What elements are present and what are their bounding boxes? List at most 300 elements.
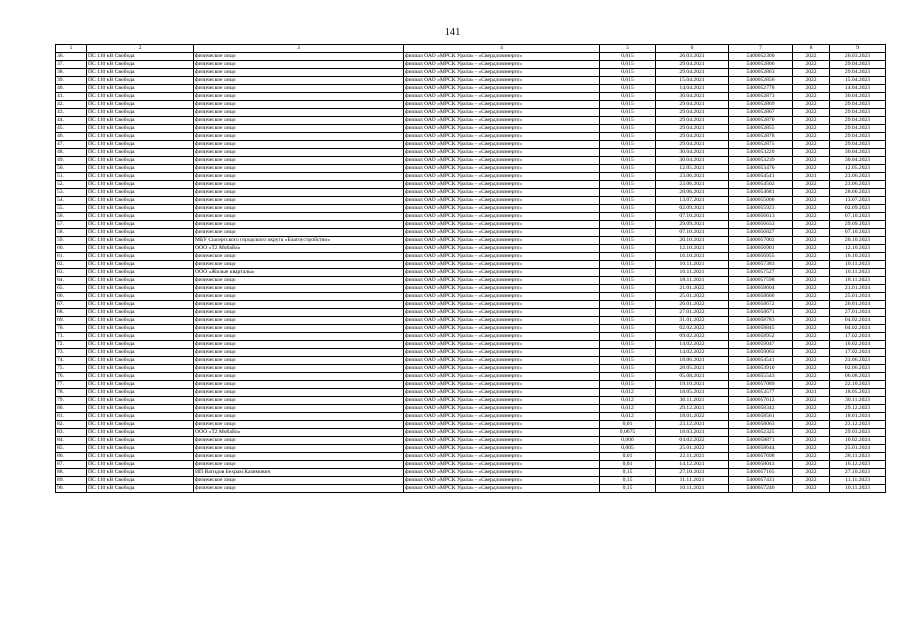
table-row (56, 189, 886, 197)
table-cell: 31.01.2022 (656, 317, 729, 325)
table-cell: физическое лицо (194, 213, 404, 221)
table-cell: 0,015 (600, 381, 656, 389)
table-cell: ПС 110 кВ Свобода (87, 477, 194, 485)
column-header: 9 (830, 45, 886, 53)
table-cell: 5400056955 (729, 253, 793, 261)
table-cell: ПС 110 кВ Свобода (87, 165, 194, 173)
table-cell: 16.11.2023 (830, 269, 886, 277)
table-row (56, 197, 886, 205)
table-cell: 2022 (793, 269, 830, 277)
table-cell: 5400055006 (729, 197, 793, 205)
table-cell: 07.10.2021 (656, 213, 729, 221)
table-cell: 27.01.2022 (656, 309, 729, 317)
table-cell: 18.05.2023 (830, 389, 886, 397)
table-row (56, 53, 886, 61)
table-cell: физическое лицо (194, 101, 404, 109)
table-cell: ПС 110 кВ Свобода (87, 173, 194, 181)
table-row (56, 133, 886, 141)
table-cell: 79. (56, 397, 87, 405)
table-cell: 2021 (793, 173, 830, 181)
table-cell: 0,015 (600, 85, 656, 93)
table-cell: физическое лицо (194, 309, 404, 317)
table-cell: 5400058043 (729, 461, 793, 469)
table-row (56, 301, 886, 309)
table-cell: 61. (56, 253, 87, 261)
table-cell: ПС 110 кВ Свобода (87, 133, 194, 141)
table-cell: 87. (56, 461, 87, 469)
table-cell: 64. (56, 277, 87, 285)
table-cell: 2022 (793, 373, 830, 381)
table-cell: 13.07.2023 (830, 197, 886, 205)
table-cell: 2022 (793, 141, 830, 149)
table-cell: физическое лицо (194, 261, 404, 269)
table-cell: 02.09.2021 (656, 205, 729, 213)
table-cell: 83. (56, 429, 87, 437)
table-cell: физическое лицо (194, 453, 404, 461)
table-cell: 07.10.2021 (656, 229, 729, 237)
table-cell: 16.11.2021 (656, 269, 729, 277)
table-row (56, 477, 886, 485)
table-cell: филиал ОАО «МРСК Урала» - «Свердловэнерго» (404, 293, 600, 301)
table-cell: 2022 (793, 133, 830, 141)
table-cell: физическое лицо (194, 421, 404, 429)
table-cell: физическое лицо (194, 293, 404, 301)
table-cell: 26.03.2023 (830, 53, 886, 61)
table-cell: ПС 110 кВ Свобода (87, 53, 194, 61)
table-cell: ПС 110 кВ Свобода (87, 309, 194, 317)
table-cell: физическое лицо (194, 437, 404, 445)
table-cell: 29.04.2021 (656, 61, 729, 69)
table-cell: 2022 (793, 85, 830, 93)
table-cell: 69. (56, 317, 87, 325)
table-cell: 14.02.2022 (656, 341, 729, 349)
table-cell: филиал ОАО «МРСК Урала» - «Свердловэнерго» (404, 149, 600, 157)
table-cell: 0,015 (600, 309, 656, 317)
table-cell: ПС 110 кВ Свобода (87, 365, 194, 373)
table-row (56, 157, 886, 165)
table-cell: филиал ОАО «МРСК Урала» - «Свердловэнерго» (404, 469, 600, 477)
table-cell: ПС 110 кВ Свобода (87, 421, 194, 429)
table-cell: 0,015 (600, 181, 656, 189)
table-cell: 5400057612 (729, 397, 793, 405)
table-cell: ПС 110 кВ Свобода (87, 141, 194, 149)
table-cell: 2022 (793, 213, 830, 221)
table-cell: 0,015 (600, 293, 656, 301)
table-cell: 2022 (793, 109, 830, 117)
table-cell: 0,015 (600, 205, 656, 213)
table-cell: филиал ОАО «МРСК Урала» - «Свердловэнерго» (404, 429, 600, 437)
table-cell: ПС 110 кВ Свобода (87, 485, 194, 493)
table-cell: 23.12.2023 (830, 421, 886, 429)
table-cell: 42. (56, 101, 87, 109)
table-cell: 5400053476 (729, 165, 793, 173)
table-row (56, 485, 886, 493)
table-cell: 26.01.2024 (830, 301, 886, 309)
table-cell: ПС 110 кВ Свобода (87, 405, 194, 413)
table-cell: филиал ОАО «МРСК Урала» - «Свердловэнерго» (404, 197, 600, 205)
table-cell: 23.06.2023 (830, 357, 886, 365)
table-cell: 5400057383 (729, 261, 793, 269)
table-row (56, 357, 886, 365)
table-cell: 2022 (793, 325, 830, 333)
table-cell: физическое лицо (194, 397, 404, 405)
table-cell: 45. (56, 125, 87, 133)
table-cell: ПС 110 кВ Свобода (87, 117, 194, 125)
table-cell: филиал ОАО «МРСК Урала» - «Свердловэнерго» (404, 437, 600, 445)
table-cell: 29.04.2023 (830, 133, 886, 141)
table-cell: 26.03.2021 (656, 53, 729, 61)
table-cell: 71. (56, 333, 87, 341)
table-cell: 0,015 (600, 277, 656, 285)
table-cell: ООО «Т2 Мобайл» (194, 245, 404, 253)
table-cell: 40. (56, 85, 87, 93)
table-row (56, 101, 886, 109)
table-cell: ПС 110 кВ Свобода (87, 125, 194, 133)
table-cell: 04.02.2022 (656, 437, 729, 445)
table-cell: 2022 (793, 437, 830, 445)
table-cell: филиал ОАО «МРСК Урала» - «Свердловэнерго» (404, 181, 600, 189)
table-cell: филиал ОАО «МРСК Урала» - «Свердловэнерго» (404, 301, 600, 309)
table-cell: 27.10.2021 (656, 469, 729, 477)
table-cell: физическое лицо (194, 253, 404, 261)
table-cell: 0,15 (600, 469, 656, 477)
table-cell: филиал ОАО «МРСК Урала» - «Свердловэнерго» (404, 101, 600, 109)
table-cell: ПС 110 кВ Свобода (87, 333, 194, 341)
table-cell: физическое лицо (194, 405, 404, 413)
table-cell: филиал ОАО «МРСК Урала» - «Свердловэнерго» (404, 229, 600, 237)
table-cell: 78. (56, 389, 87, 397)
table-cell: 2022 (793, 381, 830, 389)
table-cell: 16.12.2023 (830, 461, 886, 469)
table-cell: 0,015 (600, 189, 656, 197)
table-cell: физическое лицо (194, 413, 404, 421)
table-cell: 18.11.2023 (830, 277, 886, 285)
table-cell: физическое лицо (194, 109, 404, 117)
table-cell: 82. (56, 421, 87, 429)
table-cell: 2022 (793, 205, 830, 213)
page-number: 141 (444, 27, 461, 38)
table-cell: ПС 110 кВ Свобода (87, 181, 194, 189)
table-cell: 10.02.2024 (830, 437, 886, 445)
table-cell: физическое лицо (194, 61, 404, 69)
table-cell: 0,01 (600, 461, 656, 469)
table-cell: 2022 (793, 197, 830, 205)
table-row (56, 453, 886, 461)
table-row (56, 205, 886, 213)
table-cell: 29.04.2021 (656, 101, 729, 109)
table-cell: 21.01.2024 (830, 285, 886, 293)
table-cell: 18.06.2021 (656, 357, 729, 365)
table-cell: 20.10.2021 (656, 237, 729, 245)
table-cell: 2022 (793, 317, 830, 325)
table-cell: 30.04.2023 (830, 93, 886, 101)
table-cell: 0,015 (600, 101, 656, 109)
table-cell: 0,015 (600, 61, 656, 69)
table-cell: 2022 (793, 229, 830, 237)
table-cell: филиал ОАО «МРСК Урала» - «Свердловэнерго» (404, 189, 600, 197)
table-cell: 21.01.2022 (656, 285, 729, 293)
table-cell: филиал ОАО «МРСК Урала» - «Свердловэнерго» (404, 373, 600, 381)
table-cell: 5400056633 (729, 221, 793, 229)
table-cell: 27.01.2024 (830, 309, 886, 317)
table-row (56, 85, 886, 93)
table-cell: 5400058644 (729, 445, 793, 453)
table-cell: 5400058561 (729, 413, 793, 421)
table-row (56, 277, 886, 285)
table-cell: 2022 (793, 293, 830, 301)
table-row (56, 221, 886, 229)
table-cell: 07.10.2023 (830, 229, 886, 237)
table-cell: 2022 (793, 93, 830, 101)
table-cell: 5400057165 (729, 469, 793, 477)
table-cell: 25.01.2022 (656, 445, 729, 453)
table-cell: физическое лицо (194, 69, 404, 77)
table-cell: 57. (56, 221, 87, 229)
table-row (56, 373, 886, 381)
table-cell: 0,015 (600, 221, 656, 229)
table-cell: 2022 (793, 469, 830, 477)
table-row (56, 397, 886, 405)
table-row (56, 141, 886, 149)
table-cell: ПС 110 кВ Свобода (87, 85, 194, 93)
table-cell: 5400057527 (729, 269, 793, 277)
table-cell: 02.02.2022 (656, 325, 729, 333)
table-cell: физическое лицо (194, 365, 404, 373)
table-cell: 5400052360 (729, 53, 793, 61)
table-row (56, 77, 886, 85)
table-row (56, 325, 886, 333)
table-cell: 41. (56, 93, 87, 101)
table-cell: филиал ОАО «МРСК Урала» - «Свердловэнерго» (404, 269, 600, 277)
table-cell: 07.10.2023 (830, 213, 886, 221)
table-cell: 56. (56, 213, 87, 221)
table-cell: физическое лицо (194, 53, 404, 61)
table-cell: 53. (56, 189, 87, 197)
table-cell: 2022 (793, 365, 830, 373)
table-row (56, 437, 886, 445)
table-cell: 0,015 (600, 109, 656, 117)
table-cell: ПС 110 кВ Свобода (87, 341, 194, 349)
table-cell: филиал ОАО «МРСК Урала» - «Свердловэнерго» (404, 341, 600, 349)
table-cell: ПС 110 кВ Свобода (87, 445, 194, 453)
table-cell: 12.05.2023 (830, 165, 886, 173)
table-cell: 5400058672 (729, 301, 793, 309)
table-cell: филиал ОАО «МРСК Урала» - «Свердловэнерго» (404, 205, 600, 213)
table-cell: ПС 110 кВ Свобода (87, 373, 194, 381)
table-cell: филиал ОАО «МРСК Урала» - «Свердловэнерго» (404, 349, 600, 357)
table-cell: филиал ОАО «МРСК Урала» - «Свердловэнерго» (404, 141, 600, 149)
table-row (56, 213, 886, 221)
table-cell: ПС 110 кВ Свобода (87, 469, 194, 477)
table-cell: 2022 (793, 61, 830, 69)
table-row (56, 461, 886, 469)
table-cell: физическое лицо (194, 373, 404, 381)
table-cell: 0,015 (600, 253, 656, 261)
table-cell: 0,015 (600, 269, 656, 277)
table-cell: физическое лицо (194, 357, 404, 365)
table-cell: 5400053577 (729, 389, 793, 397)
table-cell: филиал ОАО «МРСК Урала» - «Свердловэнерго» (404, 445, 600, 453)
table-cell: 76. (56, 373, 87, 381)
table-cell: 5400053220 (729, 149, 793, 157)
table-cell: 30.04.2023 (830, 157, 886, 165)
table-cell: 39. (56, 77, 87, 85)
table-cell: филиал ОАО «МРСК Урала» - «Свердловэнерго» (404, 117, 600, 125)
table-cell: ПС 110 кВ Свобода (87, 205, 194, 213)
table-cell: 0,015 (600, 93, 656, 101)
table-cell: 30.04.2021 (656, 93, 729, 101)
table-cell: 0,012 (600, 397, 656, 405)
table-cell: физическое лицо (194, 117, 404, 125)
table-cell: ПС 110 кВ Свобода (87, 61, 194, 69)
table-cell: 2022 (793, 461, 830, 469)
table-cell: филиал ОАО «МРСК Урала» - «Свердловэнерго» (404, 253, 600, 261)
table-row (56, 93, 886, 101)
table-cell: 0,015 (600, 261, 656, 269)
table-cell: ПС 110 кВ Свобода (87, 301, 194, 309)
table-cell: 12.10.2021 (656, 245, 729, 253)
table-cell: ПС 110 кВ Свобода (87, 237, 194, 245)
table-cell: филиал ОАО «МРСК Урала» - «Свердловэнерго» (404, 77, 600, 85)
table-row (56, 445, 886, 453)
table-cell: ПС 110 кВ Свобода (87, 413, 194, 421)
table-cell: 16.10.2021 (656, 253, 729, 261)
table-cell: ПС 110 кВ Свобода (87, 277, 194, 285)
table-cell: 86. (56, 453, 87, 461)
table-cell: 0,015 (600, 229, 656, 237)
table-cell: 2022 (793, 429, 830, 437)
table-cell: 28.06.2023 (830, 189, 886, 197)
table-cell: 5400052778 (729, 85, 793, 93)
table-cell: филиал ОАО «МРСК Урала» - «Свердловэнерго» (404, 317, 600, 325)
table-cell: ПС 110 кВ Свобода (87, 189, 194, 197)
column-header: 4 (404, 45, 600, 53)
table-cell: филиал ОАО «МРСК Урала» - «Свердловэнерго» (404, 109, 600, 117)
table-cell: 0,01 (600, 453, 656, 461)
table-cell: ПС 110 кВ Свобода (87, 261, 194, 269)
table-cell: 2022 (793, 277, 830, 285)
table-cell: 2022 (793, 349, 830, 357)
table-cell: филиал ОАО «МРСК Урала» - «Свердловэнерго» (404, 461, 600, 469)
column-header: 6 (656, 45, 729, 53)
table-cell: 25.01.2024 (830, 445, 886, 453)
table-cell: физическое лицо (194, 181, 404, 189)
table-cell: 90. (56, 485, 87, 493)
table-cell: 5400056827 (729, 229, 793, 237)
table-cell: ООО «Т2 Мобайл» (194, 429, 404, 437)
table-cell: 5400058871 (729, 437, 793, 445)
table-cell: 2022 (793, 125, 830, 133)
table-cell: 5400052325 (729, 429, 793, 437)
table-cell: 0,012 (600, 389, 656, 397)
table-cell: филиал ОАО «МРСК Урала» - «Свердловэнерго» (404, 173, 600, 181)
table-cell: 14.12.2021 (656, 461, 729, 469)
table-cell: 0,015 (600, 197, 656, 205)
table-cell: физическое лицо (194, 173, 404, 181)
table-cell: ПС 110 кВ Свобода (87, 317, 194, 325)
table-cell: 18.01.2024 (830, 413, 886, 421)
table-row (56, 285, 886, 293)
table-cell: 19.10.2021 (656, 381, 729, 389)
table-cell: 29.12.2023 (830, 405, 886, 413)
table-row (56, 365, 886, 373)
table-cell: 5400055543 (729, 373, 793, 381)
table-cell: 49. (56, 157, 87, 165)
table-cell: 5400058342 (729, 405, 793, 413)
table-cell: физическое лицо (194, 333, 404, 341)
table-cell: 0,015 (600, 237, 656, 245)
table-cell: физическое лицо (194, 381, 404, 389)
table-cell: физическое лицо (194, 229, 404, 237)
table-cell: 81. (56, 413, 87, 421)
table-cell: 2022 (793, 405, 830, 413)
table-cell: 28.06.2021 (656, 189, 729, 197)
table-cell: 80. (56, 405, 87, 413)
table-cell: 23.12.2021 (656, 421, 729, 429)
table-cell: филиал ОАО «МРСК Урала» - «Свердловэнерго» (404, 325, 600, 333)
table-cell: 2022 (793, 285, 830, 293)
table-row (56, 261, 886, 269)
table-row (56, 349, 886, 357)
table-cell: ПС 110 кВ Свобода (87, 221, 194, 229)
table-cell: 5400058666 (729, 293, 793, 301)
table-cell: 2022 (793, 477, 830, 485)
table-cell: ПС 110 кВ Свобода (87, 357, 194, 365)
table-cell: 18.01.2022 (656, 413, 729, 421)
table-cell: 5400053910 (729, 365, 793, 373)
table-cell: физическое лицо (194, 341, 404, 349)
table-cell: ИП Вагидов Бехрам Казимович (194, 469, 404, 477)
table-cell: 2022 (793, 77, 830, 85)
table-cell: 5400054541 (729, 173, 793, 181)
table-cell: физическое лицо (194, 165, 404, 173)
table-cell: ПС 110 кВ Свобода (87, 325, 194, 333)
table-cell: 2022 (793, 397, 830, 405)
table-cell: 10.11.2023 (830, 261, 886, 269)
table-cell: 46. (56, 133, 87, 141)
table-cell: 2022 (793, 445, 830, 453)
table-cell: 16.02.2024 (830, 341, 886, 349)
table-cell: 29.04.2023 (830, 125, 886, 133)
table-cell: 09.02.2022 (656, 333, 729, 341)
table-cell: 0,15 (600, 485, 656, 493)
table-cell: 5400057598 (729, 277, 793, 285)
table-cell: 5400059047 (729, 341, 793, 349)
table-row (56, 413, 886, 421)
table-cell: 29.04.2023 (830, 117, 886, 125)
table-cell: 2022 (793, 333, 830, 341)
table-cell: 5400057431 (729, 477, 793, 485)
table-cell: 38. (56, 69, 87, 77)
table-cell: 2022 (793, 165, 830, 173)
table-cell: 12.05.2021 (656, 165, 729, 173)
table-cell: 72. (56, 341, 87, 349)
table-cell: физическое лицо (194, 133, 404, 141)
table-cell: 04.02.2024 (830, 325, 886, 333)
table-cell: 06.08.2023 (830, 373, 886, 381)
table-cell: физическое лицо (194, 77, 404, 85)
table-cell: 0,01 (600, 421, 656, 429)
table-cell: 0,015 (600, 213, 656, 221)
table-cell: 51. (56, 173, 87, 181)
table-cell: 5400057698 (729, 453, 793, 461)
table-cell: 85. (56, 445, 87, 453)
table-cell: 66. (56, 293, 87, 301)
table-cell: ПС 110 кВ Свобода (87, 429, 194, 437)
table-cell: ООО «Жилые кварталы» (194, 269, 404, 277)
table-cell: 29.04.2023 (830, 61, 886, 69)
table-cell: 11.11.2021 (656, 477, 729, 485)
